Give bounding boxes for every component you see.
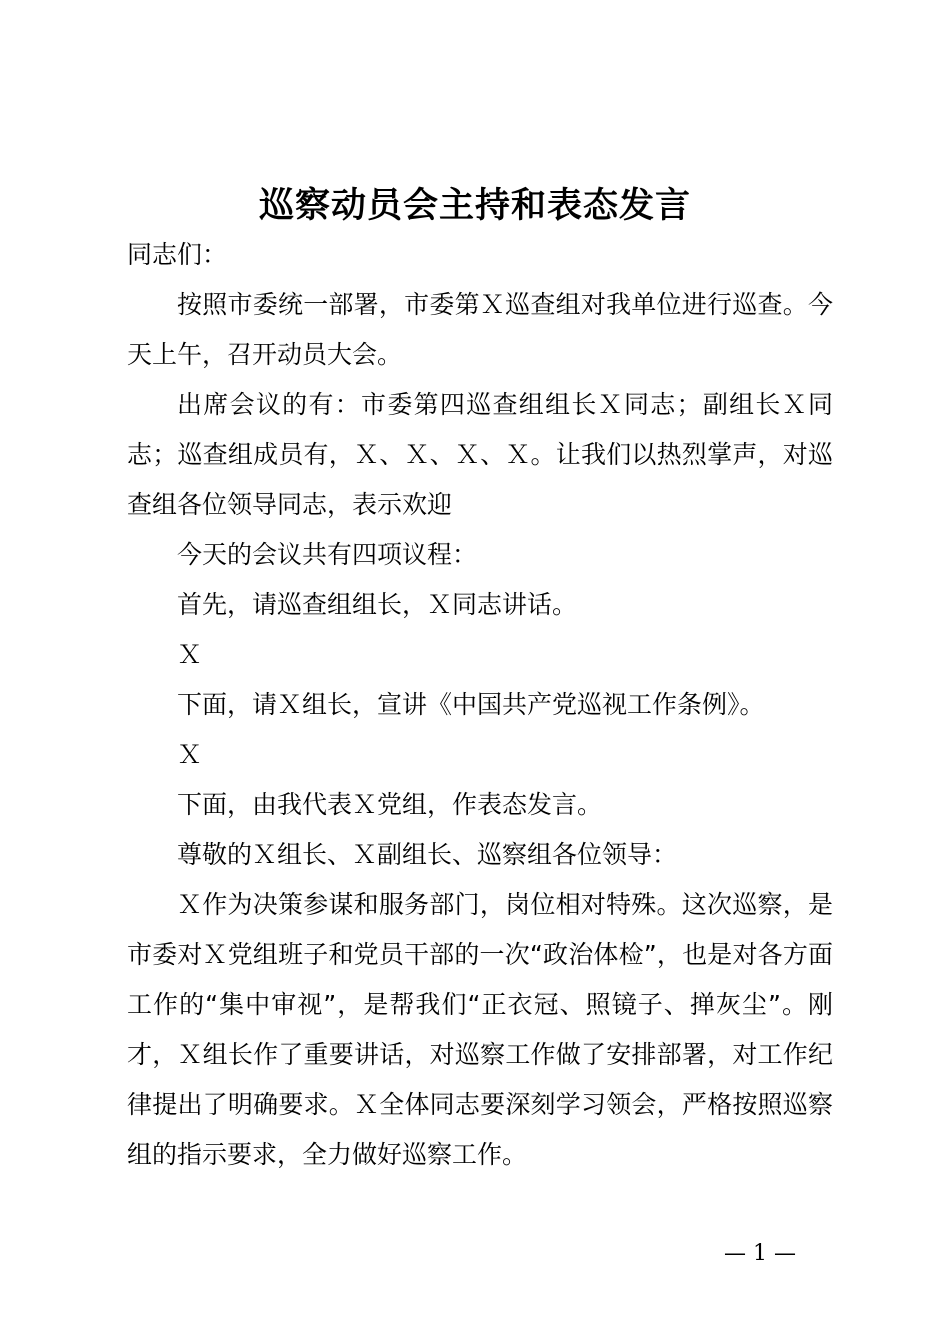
paragraph: 首先，请巡查组组长，Ｘ同志讲话。 <box>177 590 578 619</box>
page-number: — 1 — <box>724 1241 796 1266</box>
paragraph: Ｘ <box>177 740 203 769</box>
paragraph: 下面，请Ｘ组长，宣讲《中国共产党巡视工作条例》。 <box>177 690 765 719</box>
paragraph: Ｘ作为决策参谋和服务部门，岗位相对特殊。这次巡察，是市委对Ｘ党组班子和党员干部的一次“政治体检”，也是对各方面工作的“集中审视”，是帮我们“正衣冠、照镜子、掸灰尘”。刚才，Ｘ组长作了重要讲话，对巡察工作做了安排部署，对工作纪律提出了明确要求。Ｘ全体同志要深刻学习领会，严格按照巡察组的指示要求，全力做好巡察工作。 <box>127 890 833 1169</box>
paragraph: 按照市委统一部署，市委第Ｘ巡查组对我单位进行巡查。今天上午，召开动员大会。 <box>127 290 833 369</box>
paragraph: 下面，由我代表Ｘ党组，作表态发言。 <box>177 790 603 819</box>
paragraph: 出席会议的有：市委第四巡查组组长Ｘ同志；副组长Ｘ同志；巡查组成员有，Ｘ、Ｘ、Ｘ、Ｘ。让我们以热烈掌声，对巡查组各位领导同志，表示欢迎 <box>127 390 833 519</box>
page-title: 巡察动员会主持和表态发言 <box>258 186 691 226</box>
paragraph: Ｘ <box>177 640 203 669</box>
paragraph: 今天的会议共有四项议程： <box>177 540 478 569</box>
paragraph: 尊敬的Ｘ组长、Ｘ副组长、巡察组各位领导： <box>177 840 678 869</box>
document-body <box>127 230 833 1180</box>
salutation: 同志们： <box>127 240 228 269</box>
